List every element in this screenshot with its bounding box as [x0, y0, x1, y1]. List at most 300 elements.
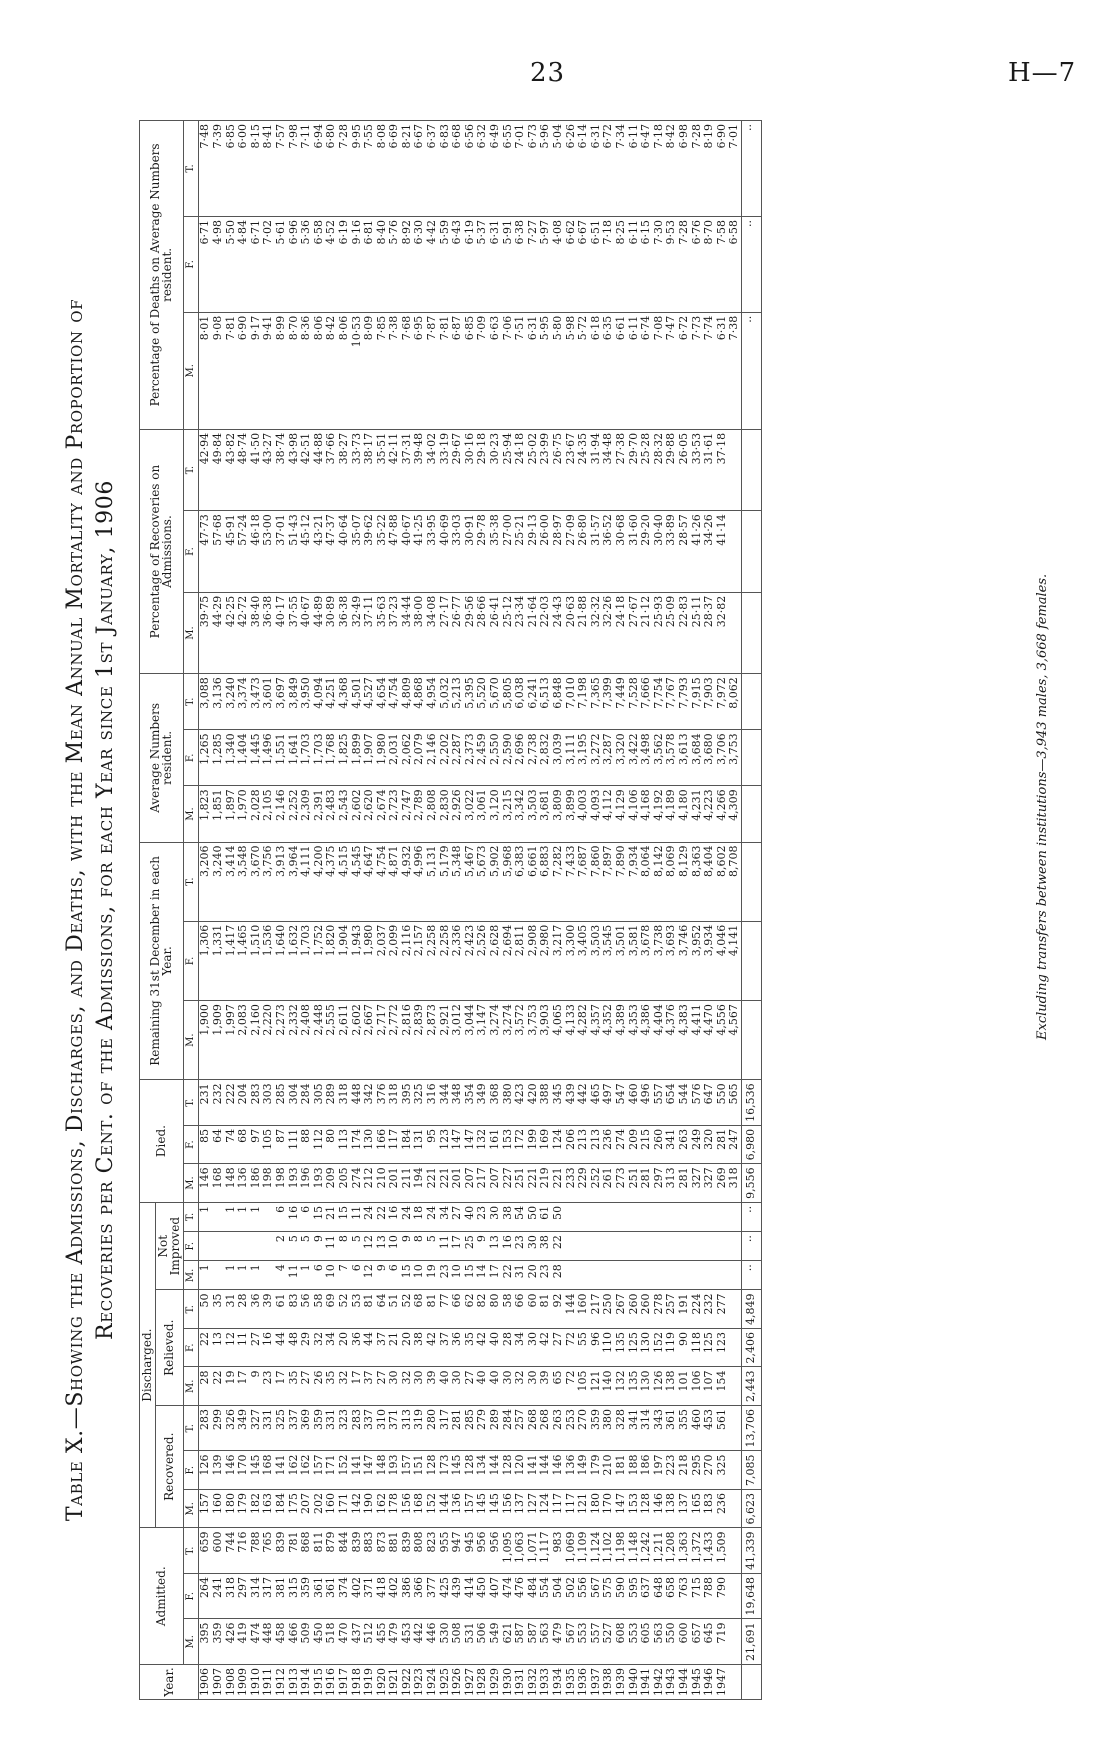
table-cell: 2,611 [338, 1001, 351, 1080]
table-cell: 1,899 [351, 730, 364, 786]
table-cell: 278 [653, 1290, 666, 1329]
table-cell [590, 1261, 603, 1290]
table-cell: 16 [262, 1329, 275, 1368]
year-cell: 1914 [300, 1665, 313, 1700]
table-cell: 600 [678, 1619, 691, 1665]
table-cell: 2,287 [451, 730, 464, 786]
table-cell: 161 [489, 1125, 502, 1164]
table-cell: 146 [199, 1164, 212, 1203]
table-cell: 361 [325, 1574, 338, 1620]
table-cell [628, 1202, 641, 1231]
table-cell: 21 [388, 1329, 401, 1368]
table-cell: 249 [691, 1125, 704, 1164]
table-cell: 260 [640, 1290, 653, 1329]
table-cell: 29·20 [640, 511, 653, 592]
table-cell: 26·75 [552, 429, 565, 510]
table-cell: 43·21 [313, 511, 326, 592]
table-cell: 289 [325, 1080, 338, 1126]
table-cell: 550 [665, 1619, 678, 1665]
table-cell: 479 [552, 1619, 565, 1665]
table-cell: 136 [237, 1164, 250, 1203]
year-cell: 1925 [439, 1665, 452, 1700]
table-cell: 4,111 [300, 842, 313, 921]
table-cell: 28 [502, 1329, 515, 1368]
table-cell: 4,112 [602, 786, 615, 842]
table-cell: 956 [476, 1528, 489, 1574]
table-cell [602, 1202, 615, 1231]
table-cell: 6·87 [451, 312, 464, 429]
table-cell: 20 [338, 1329, 351, 1368]
table-cell: 10·53 [351, 312, 364, 429]
table-cell: 29·56 [464, 592, 477, 673]
table-cell: 844 [338, 1528, 351, 1574]
table-cell: 8·92 [401, 216, 414, 312]
table-cell: 65 [552, 1367, 565, 1406]
table-cell: 2,602 [351, 786, 364, 842]
table-cell: 7,399 [602, 674, 615, 730]
table-cell: 26·77 [451, 592, 464, 673]
table-cell: 7,972 [716, 674, 729, 730]
table-cell: 808 [413, 1528, 426, 1574]
table-cell: 11 [237, 1329, 250, 1368]
table-cell: 6,241 [527, 674, 540, 730]
table-cell: 657 [691, 1619, 704, 1665]
table-cell: 337 [363, 1406, 376, 1452]
table-cell: 565 [728, 1080, 741, 1126]
table-cell: 210 [602, 1451, 615, 1490]
table-cell: 1,306 [199, 921, 212, 1000]
table-cell: 219 [539, 1164, 552, 1203]
table-cell: 1 [300, 1261, 313, 1290]
table-cell: 608 [615, 1619, 628, 1665]
table-cell: 2,146 [426, 730, 439, 786]
table-cell: 26·41 [489, 592, 502, 673]
table-cell [691, 1232, 704, 1261]
table-cell: 295 [691, 1451, 704, 1490]
table-cell: 32·82 [716, 592, 729, 673]
table-cell [728, 429, 741, 510]
table-cell: 439 [565, 1080, 578, 1126]
table-cell: 30 [527, 1367, 540, 1406]
table-cell: 6·38 [514, 216, 527, 312]
table-cell: 15 [464, 1261, 477, 1290]
table-cell [678, 1261, 691, 1290]
sex-header-m: M. [183, 1367, 199, 1406]
table-cell: 10 [413, 1261, 426, 1290]
table-cell: 42 [476, 1329, 489, 1368]
table-cell: 497 [602, 1080, 615, 1126]
year-cell: 1928 [476, 1665, 489, 1700]
table-cell: 1,943 [351, 921, 364, 1000]
table-cell: 15 [338, 1202, 351, 1231]
table-cell: 38·00 [413, 592, 426, 673]
table-cell: 32·32 [590, 592, 603, 673]
table-cell: 512 [363, 1619, 376, 1665]
table-cell: 3,061 [476, 786, 489, 842]
table-cell: 4,309 [728, 786, 741, 842]
table-cell: 28·97 [552, 511, 565, 592]
total-cell [741, 786, 761, 842]
table-cell: 7·09 [476, 312, 489, 429]
table-cell: 23·99 [539, 429, 552, 510]
table-cell: 124 [539, 1490, 552, 1529]
table-cell: 139 [212, 1451, 225, 1490]
table-cell: 35·63 [376, 592, 389, 673]
table-cell: 2,816 [401, 1001, 414, 1080]
table-cell: 131 [413, 1125, 426, 1164]
table-cell: 2,336 [451, 921, 464, 1000]
table-cell: 868 [300, 1528, 313, 1574]
table-cell: 1,703 [300, 730, 313, 786]
table-cell: 80 [325, 1125, 338, 1164]
page-reference: H—7 [1008, 58, 1077, 88]
table-cell: 21 [325, 1202, 338, 1231]
table-cell: 88 [300, 1125, 313, 1164]
table-cell: 39 [262, 1290, 275, 1329]
table-cell [628, 1261, 641, 1290]
table-cell: 1,703 [313, 730, 326, 786]
table-cell: 3,088 [199, 674, 212, 730]
table-cell: 32·49 [351, 592, 364, 673]
table-cell: 50 [527, 1202, 540, 1231]
table-cell: 23 [476, 1202, 489, 1231]
table-cell [716, 1232, 729, 1261]
title-line-1: Table X.—Showing the Admissions, Discharges, and Deaths, with the Mean Annual Mortality and Proportion of [63, 298, 88, 1522]
table-cell: 2,037 [376, 921, 389, 1000]
table-cell: 37·11 [363, 592, 376, 673]
table-cell: 38 [413, 1329, 426, 1368]
year-cell: 1924 [426, 1665, 439, 1700]
table-cell: 6·31 [590, 121, 603, 217]
table-cell [728, 1329, 741, 1368]
col-pct-deaths: Percentage of Deaths on Average Numbers resident. [140, 121, 184, 430]
table-cell: 202 [313, 1490, 326, 1529]
table-cell: 24 [401, 1202, 414, 1231]
table-cell: 22 [376, 1202, 389, 1231]
table-cell: 123 [439, 1125, 452, 1164]
table-cell: 9·08 [212, 312, 225, 429]
table-cell: 111 [288, 1125, 301, 1164]
table-cell: 179 [590, 1451, 603, 1490]
table-cell: 3,849 [288, 674, 301, 730]
table-cell: 3,934 [703, 921, 716, 1000]
table-cell: 68 [413, 1290, 426, 1329]
year-cell: 1934 [552, 1665, 565, 1700]
table-cell: 983 [552, 1528, 565, 1574]
table-cell: 425 [439, 1574, 452, 1620]
table-cell: 22 [212, 1367, 225, 1406]
table-cell: 232 [703, 1290, 716, 1329]
table-cell: 263 [552, 1406, 565, 1452]
table-cell: 25·09 [665, 592, 678, 673]
table-cell: 460 [691, 1406, 704, 1452]
table-cell: 20·63 [565, 592, 578, 673]
table-cell: 17 [451, 1232, 464, 1261]
table-cell: 9 [476, 1232, 489, 1261]
table-cell: 6·68 [451, 121, 464, 217]
table-cell: 277 [716, 1290, 729, 1329]
table-cell: 531 [464, 1619, 477, 1665]
table-cell: 318 [728, 1164, 741, 1203]
table-row [728, 121, 741, 1700]
table-cell: 504 [552, 1574, 565, 1620]
table-cell: 6,038 [514, 674, 527, 730]
table-cell: 4,094 [313, 674, 326, 730]
table-cell: 148 [225, 1164, 238, 1203]
table-cell: 20 [401, 1329, 414, 1368]
table-cell: 3,195 [577, 730, 590, 786]
total-cell: 41,339 [741, 1528, 761, 1574]
table-cell: 5,520 [476, 674, 489, 730]
table-cell: 27·09 [565, 511, 578, 592]
table-cell: 297 [237, 1574, 250, 1620]
col-not-improved: Not Improved [155, 1202, 183, 1290]
table-cell: 6·74 [640, 312, 653, 429]
table-cell: 30·23 [489, 429, 502, 510]
table-cell: 647 [703, 1080, 716, 1126]
table-cell: 284 [300, 1080, 313, 1126]
year-cell: 1911 [262, 1665, 275, 1700]
table-cell: 72 [565, 1329, 578, 1368]
table-cell: 1,900 [199, 1001, 212, 1080]
table-cell: 873 [376, 1528, 389, 1574]
table-cell: 36·38 [262, 592, 275, 673]
table-title [55, 120, 127, 1700]
table-cell: 313 [401, 1406, 414, 1452]
year-cell: 1944 [678, 1665, 691, 1700]
table-cell: 119 [665, 1329, 678, 1368]
table-cell: 395 [401, 1080, 414, 1126]
table-cell: 147 [451, 1125, 464, 1164]
table-cell: 6·72 [678, 312, 691, 429]
table-cell: 181 [615, 1451, 628, 1490]
table-cell [665, 1261, 678, 1290]
table-cell: 5 [288, 1232, 301, 1261]
table-cell: 41·14 [716, 511, 729, 592]
table-cell: 6·11 [628, 121, 641, 217]
table-cell: 9·16 [351, 216, 364, 312]
table-cell: 7,198 [577, 674, 590, 730]
table-cell: 35·22 [376, 511, 389, 592]
table-cell: 82 [476, 1290, 489, 1329]
table-cell: 132 [615, 1367, 628, 1406]
table-cell: 341 [665, 1125, 678, 1164]
table-cell: 3,964 [288, 842, 301, 921]
table-cell: 37·01 [275, 511, 288, 592]
table-cell: 450 [476, 1574, 489, 1620]
table-cell: 40 [489, 1367, 502, 1406]
sex-header-f: F. [183, 1451, 199, 1490]
table-cell: 193 [288, 1164, 301, 1203]
table-cell: 52 [338, 1290, 351, 1329]
table-cell: 141 [275, 1451, 288, 1490]
table-row [514, 121, 527, 1700]
table-cell: 1,148 [628, 1528, 641, 1574]
table-cell: 174 [351, 1125, 364, 1164]
table-cell: 563 [539, 1619, 552, 1665]
table-cell: 6·18 [590, 312, 603, 429]
table-cell: 4,352 [602, 1001, 615, 1080]
sex-header-t: T. [183, 1528, 199, 1574]
table-cell: 381 [275, 1574, 288, 1620]
statistics-table [139, 120, 762, 1700]
table-cell: 21·88 [577, 592, 590, 673]
table-cell: 49·84 [212, 429, 225, 510]
table-cell: 314 [640, 1406, 653, 1452]
table-cell: 587 [514, 1619, 527, 1665]
table-cell: 3,012 [451, 1001, 464, 1080]
table-cell: 47·88 [388, 511, 401, 592]
table-cell [691, 1261, 704, 1290]
table-cell: 4,411 [691, 1001, 704, 1080]
table-cell: 518 [325, 1619, 338, 1665]
table-cell: 414 [464, 1574, 477, 1620]
table-cell [590, 1232, 603, 1261]
table-cell: 6,848 [552, 674, 565, 730]
table-cell: 17 [275, 1367, 288, 1406]
table-cell: 6·71 [199, 216, 212, 312]
table-cell: 8·08 [376, 121, 389, 217]
table-cell: 317 [439, 1406, 452, 1452]
table-cell: 2,543 [338, 786, 351, 842]
table-cell: 484 [527, 1574, 540, 1620]
total-cell [741, 1665, 761, 1700]
table-cell: 30 [502, 1367, 515, 1406]
table-cell: 326 [225, 1406, 238, 1452]
table-cell: 595 [628, 1574, 641, 1620]
table-cell: 123 [716, 1329, 729, 1368]
table-cell: 5·80 [552, 312, 565, 429]
table-cell: 1,703 [300, 921, 313, 1000]
title-line-2: Recoveries per Cent. of the Admissions, for each Year since 1st January, 1906 [93, 480, 118, 1340]
table-cell: 1,509 [716, 1528, 729, 1574]
table-cell: 719 [716, 1619, 729, 1665]
table-cell [577, 1232, 590, 1261]
table-cell [691, 1202, 704, 1231]
table-cell: 33·95 [426, 511, 439, 592]
table-row [615, 121, 628, 1700]
table-cell: 40 [476, 1367, 489, 1406]
table-cell: 30 [527, 1232, 540, 1261]
table-cell: 8·06 [313, 312, 326, 429]
table-cell: 54 [514, 1202, 527, 1231]
table-cell: 419 [237, 1619, 250, 1665]
table-cell: 42·51 [300, 429, 313, 510]
table-cell: 3,952 [691, 921, 704, 1000]
table-cell: 448 [351, 1080, 364, 1126]
table-cell: 251 [514, 1164, 527, 1203]
table-cell: 605 [640, 1619, 653, 1665]
table-cell [665, 1232, 678, 1261]
table-cell: 37 [376, 1329, 389, 1368]
table-cell: 6·55 [502, 121, 515, 217]
table-cell: 27 [376, 1367, 389, 1406]
table-cell: 2,258 [426, 921, 439, 1000]
table-cell: 7·38 [388, 312, 401, 429]
table-cell: 9·17 [250, 312, 263, 429]
table-cell [728, 1290, 741, 1329]
table-cell: 142 [351, 1490, 364, 1529]
table-cell: 317 [262, 1574, 275, 1620]
table-cell: 106 [691, 1367, 704, 1406]
year-cell: 1939 [615, 1665, 628, 1700]
table-cell: 3,903 [539, 1001, 552, 1080]
table-cell: 135 [615, 1329, 628, 1368]
table-cell: 359 [590, 1406, 603, 1452]
table-cell: 40 [464, 1202, 477, 1231]
table-cell: 7,687 [577, 842, 590, 921]
table-cell: 345 [552, 1080, 565, 1126]
table-cell: 402 [388, 1574, 401, 1620]
table-cell: 8·36 [300, 312, 313, 429]
table-cell: 279 [476, 1406, 489, 1452]
table-cell: 149 [577, 1451, 590, 1490]
table-cell [602, 1232, 615, 1261]
table-cell: 40·69 [439, 511, 452, 592]
table-cell: 39·62 [363, 511, 376, 592]
table-cell: 28·66 [476, 592, 489, 673]
table-cell: 3,670 [250, 842, 263, 921]
table-cell: 62 [464, 1290, 477, 1329]
table-row [212, 121, 225, 1700]
table-cell: 2,772 [388, 1001, 401, 1080]
table-cell: 152 [338, 1451, 351, 1490]
table-cell: 4,003 [577, 786, 590, 842]
table-cell: 179 [237, 1490, 250, 1529]
table-cell: 1,363 [678, 1528, 691, 1574]
year-cell: 1937 [590, 1665, 603, 1700]
table-cell: 1 [237, 1202, 250, 1231]
table-cell: 2,667 [363, 1001, 376, 1080]
table-cell: 130 [640, 1329, 653, 1368]
table-cell: 47·37 [325, 511, 338, 592]
table-cell: 29·18 [476, 429, 489, 510]
table-cell: 7·18 [653, 121, 666, 217]
year-cell: 1933 [539, 1665, 552, 1700]
table-cell: 30 [413, 1367, 426, 1406]
col-relieved: Relieved. [155, 1290, 183, 1406]
table-cell: 474 [250, 1619, 263, 1665]
table-cell: 325 [413, 1080, 426, 1126]
table-cell: 42·11 [388, 429, 401, 510]
table-cell: 7,449 [615, 674, 628, 730]
table-cell: 2,555 [325, 1001, 338, 1080]
table-cell: 3,950 [300, 674, 313, 730]
table-cell: 8·42 [325, 312, 338, 429]
sex-header-t: T. [183, 429, 199, 510]
table-cell [728, 1490, 741, 1529]
table-cell [728, 1451, 741, 1490]
table-cell: 369 [300, 1406, 313, 1452]
table-cell: 5,179 [439, 842, 452, 921]
table-cell: 222 [225, 1080, 238, 1126]
table-cell: 318 [338, 1080, 351, 1126]
table-cell: 145 [476, 1490, 489, 1529]
table-cell: 420 [527, 1080, 540, 1126]
table-cell: 74 [225, 1125, 238, 1164]
table-cell: 193 [388, 1451, 401, 1490]
table-cell: 37·18 [716, 429, 729, 510]
table-cell: 4,383 [678, 1001, 691, 1080]
table-cell: 40 [439, 1367, 452, 1406]
total-cell: ·· [741, 121, 761, 217]
year-cell: 1946 [703, 1665, 716, 1700]
table-cell: 194 [413, 1164, 426, 1203]
table-cell: 563 [653, 1619, 666, 1665]
table-cell: 260 [628, 1290, 641, 1329]
table-cell: 25 [464, 1232, 477, 1261]
table-cell: 44·88 [313, 429, 326, 510]
